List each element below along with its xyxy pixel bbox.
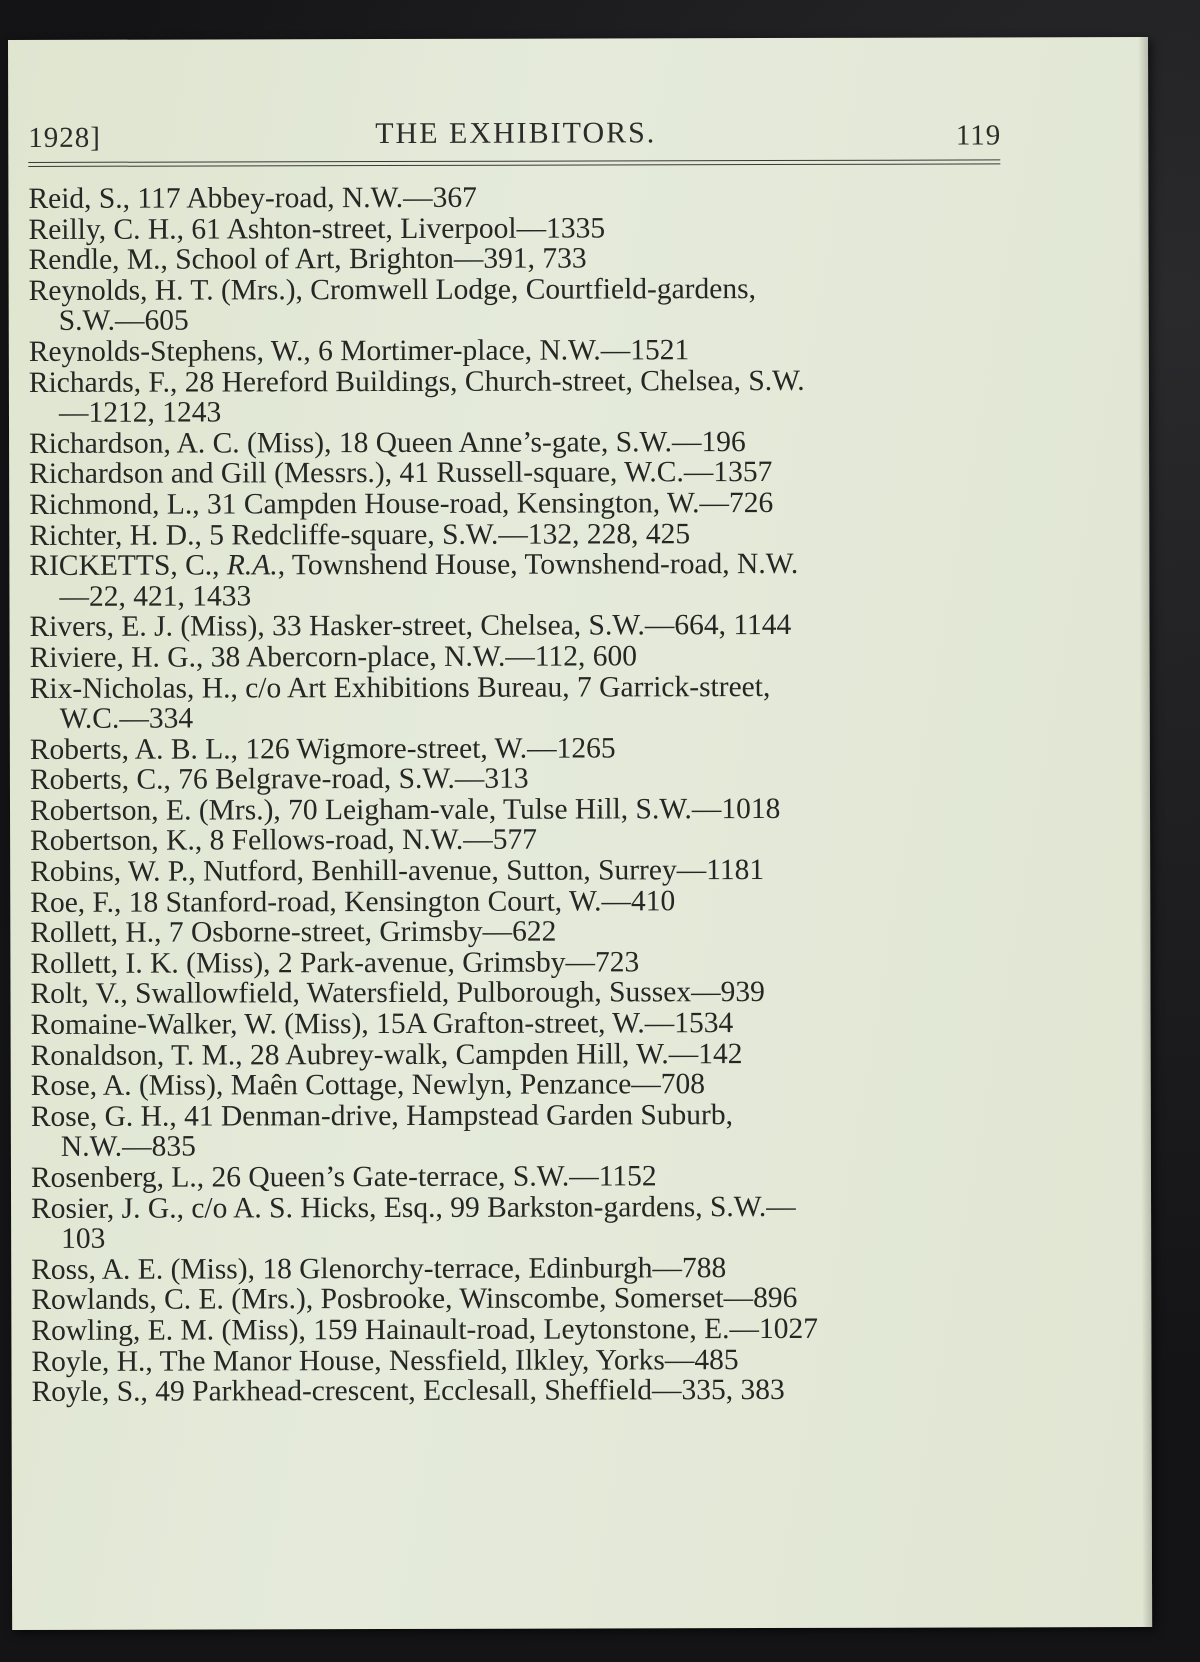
entry-text: Roe, F., 18 Stanford-road, Kensington Court, W.—410 <box>30 884 676 919</box>
list-item <box>29 610 1009 643</box>
entry-text: Rolt, V., Swallowfield, Watersfield, Pulborough, Sussex—939 <box>30 976 765 1011</box>
entry-text: RICKETTS, C., <box>29 549 227 583</box>
list-item <box>28 212 1008 245</box>
list-item <box>31 1191 1011 1255</box>
entry-continuation: 103 <box>61 1222 106 1256</box>
entry-text: Royle, S., 49 Parkhead-crescent, Ecclesall, Sheffield—335, 383 <box>31 1374 785 1409</box>
entry-text: Robins, W. P., Nutford, Benhill-avenue, Sutton, Surrey—1181 <box>30 854 765 889</box>
entry-text: , Townshend House, Townshend-road, N.W. <box>277 548 799 582</box>
entry-continuation: S.W.—605 <box>58 304 189 338</box>
entry-text: Rivers, E. J. (Miss), 33 Hasker-street, Chelsea, S.W.—664, 1144 <box>29 609 792 644</box>
entry-text: Reilly, C. H., 61 Ashton-street, Liverpool—1335 <box>28 212 606 246</box>
entry-text: Roberts, C., 76 Belgrave-road, S.W.—313 <box>29 762 529 797</box>
list-item <box>29 457 1009 490</box>
list-item <box>30 640 1010 673</box>
entry-text: Rendle, M., School of Art, Brighton—391, 733 <box>28 242 587 277</box>
list-item <box>30 885 1010 918</box>
list-item <box>31 1038 1011 1071</box>
list-item <box>31 1252 1011 1285</box>
entry-text: Rosenberg, L., 26 Queen’s Gate-terrace, S.W.—1152 <box>30 1160 657 1194</box>
entry-text: Rowlands, C. E. (Mrs.), Posbrooke, Winscombe, Somerset—896 <box>31 1282 798 1317</box>
entry-honorific: R.A. <box>226 549 278 582</box>
entry-text: Richardson, A. C. (Miss), 18 Queen Anne’s-gate, S.W.—196 <box>29 425 746 460</box>
list-item <box>30 946 1010 979</box>
entry-text: Reynolds-Stephens, W., 6 Mortimer-place, N.W.—1521 <box>28 334 690 368</box>
entry-text: Rowling, E. M. (Miss), 159 Hainault-road, Leytonstone, E.—1027 <box>31 1312 818 1347</box>
page-number: 119 <box>955 119 1002 152</box>
entry-text: Richter, H. D., 5 Redcliffe-square, S.W.—132, 228, 425 <box>29 517 691 552</box>
list-item <box>31 1160 1011 1193</box>
list-item <box>32 1375 1012 1408</box>
book-page <box>8 37 1152 1630</box>
entry-text: Rosier, J. G., c/o A. S. Hicks, Esq., 99 Barkston-gardens, S.W.— <box>31 1190 796 1225</box>
list-item <box>30 824 1010 857</box>
entry-text: Ross, A. E. (Miss), 18 Glenorchy-terrace, Edinburgh—788 <box>31 1251 727 1286</box>
entry-continuation: —22, 421, 1433 <box>59 580 252 613</box>
entry-text: Richmond, L., 31 Campden House-road, Kensington, W.—726 <box>29 486 774 521</box>
entry-text: Rose, A. (Miss), Maên Cottage, Newlyn, Penzance—708 <box>30 1068 706 1103</box>
list-item <box>29 487 1009 520</box>
entry-text: Romaine-Walker, W. (Miss), 15A Grafton-street, W.—1534 <box>30 1007 734 1041</box>
list-item <box>31 1099 1011 1163</box>
list-item <box>31 1344 1011 1377</box>
list-item <box>29 518 1009 551</box>
entry-text: Reid, S., 117 Abbey-road, N.W.—367 <box>28 181 477 215</box>
entry-continuation: N.W.—835 <box>60 1130 196 1164</box>
list-item <box>30 977 1010 1010</box>
entry-text: Rollett, H., 7 Osborne-street, Grimsby—622 <box>30 915 557 950</box>
entry-text: Reynolds, H. T. (Mrs.), Cromwell Lodge, Courtfield-gardens, <box>28 272 756 307</box>
list-item <box>29 426 1009 459</box>
list-item <box>29 549 1009 613</box>
list-item <box>30 732 1010 765</box>
list-item <box>30 854 1010 887</box>
page-title: THE EXHIBITORS. <box>375 116 657 151</box>
running-header <box>28 111 1003 164</box>
entry-text: Robertson, K., 8 Fellows-road, N.W.—577 <box>30 824 538 858</box>
entry-continuation: W.C.—334 <box>59 702 194 735</box>
header-year: 1928] <box>28 121 101 154</box>
list-item <box>29 365 1009 429</box>
entry-text: Rollett, I. K. (Miss), 2 Park-avenue, Grimsby—723 <box>30 946 640 980</box>
list-item <box>30 671 1010 735</box>
entry-text: Richards, F., 28 Hereford Buildings, Church-street, Chelsea, S.W. <box>28 364 805 399</box>
list-item <box>29 273 1009 337</box>
list-item <box>30 793 1010 826</box>
entry-text: Riviere, H. G., 38 Abercorn-place, N.W.—112, 600 <box>29 640 638 674</box>
entry-text: Ronaldson, T. M., 28 Aubrey-walk, Campden Hill, W.—142 <box>30 1037 743 1072</box>
list-item <box>31 1283 1011 1316</box>
entry-continuation: —1212, 1243 <box>58 396 222 430</box>
list-item <box>29 334 1009 367</box>
exhibitor-list <box>28 181 1011 1407</box>
entry-text: Roberts, A. B. L., 126 Wigmore-street, W.—1265 <box>29 732 616 766</box>
entry-text: Robertson, E. (Mrs.), 70 Leigham-vale, Tulse Hill, S.W.—1018 <box>29 792 781 827</box>
list-item <box>28 181 1008 214</box>
list-item <box>31 1069 1011 1102</box>
entry-text: Rose, G. H., 41 Denman-drive, Hampstead Garden Suburb, <box>30 1098 733 1133</box>
entry-text: Richardson and Gill (Messrs.), 41 Russell-square, W.C.—1357 <box>29 456 773 491</box>
list-item <box>31 1007 1011 1040</box>
entry-text: Royle, H., The Manor House, Nessfield, Ilkley, Yorks—485 <box>31 1343 739 1378</box>
entry-text: Rix-Nicholas, H., c/o Art Exhibitions Bureau, 7 Garrick-street, <box>29 670 771 705</box>
list-item <box>31 1313 1011 1346</box>
list-item <box>30 763 1010 796</box>
list-item <box>29 243 1009 276</box>
list-item <box>30 916 1010 949</box>
